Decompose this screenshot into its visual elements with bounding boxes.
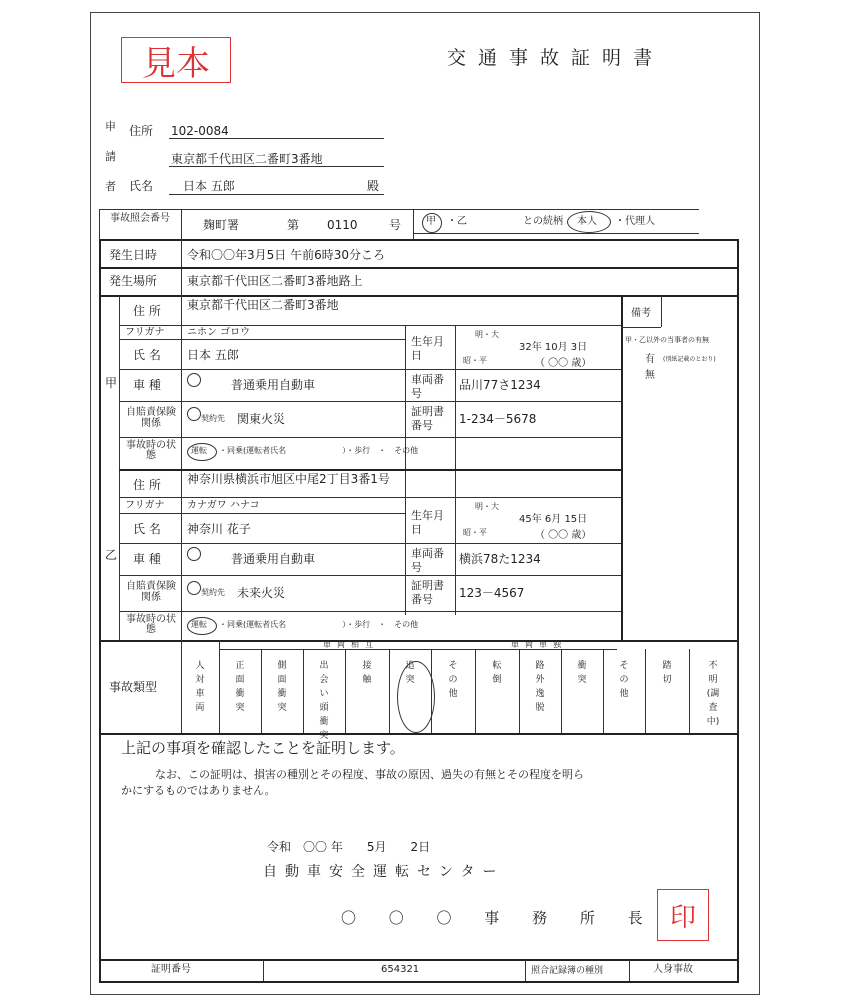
accident-type-col-6: その他 [448,661,458,699]
accident-type-col-5: 追突 [405,661,415,685]
b-furigana-label: フリガナ [125,500,165,511]
a-birth-label: 生年月日 [411,335,444,362]
certification-office: 〇 〇 〇 事 務 所 長 [341,909,657,927]
relation-option-agent: ・代理人 [615,216,655,227]
b-address-label: 住 所 [133,478,161,492]
b-contractor-label: 契約先 [201,588,225,597]
b-era-2: 昭・平 [463,528,487,537]
remarks-sub: (別紙記載のとおり) [663,356,716,363]
b-era-1: 明・大 [475,502,499,511]
a-contractor-label: 契約先 [201,414,225,423]
accident-type-col-4: 接触 [362,661,372,685]
b-name: 神奈川 花子 [187,522,251,536]
accident-type-col-7: 転倒 [492,661,502,685]
a-name-label: 氏 名 [133,348,161,362]
certificate-document [90,12,760,995]
a-insurer: 関東火災 [237,412,286,426]
b-cert-no: 123－4567 [459,586,525,600]
a-furigana: ニホン ゴロウ [187,327,251,338]
a-age: （ 〇〇 歳） [535,358,592,369]
accident-type-col-2: 側面衝突 [277,661,287,713]
reference-go: 号 [389,218,402,232]
b-address: 神奈川県横浜市旭区中尾2丁目3番1号 [187,472,390,486]
a-address-label: 住 所 [133,304,161,318]
applicant-postal: 102-0084 [171,124,229,138]
a-plate-label: 車両番号 [411,373,444,400]
group-vehicle-single: 車両単独 [511,640,567,649]
applicant-honorific: 殿 [367,179,380,193]
a-furigana-label: フリガナ [125,327,165,338]
accident-type-col-10: その他 [619,661,629,699]
sample-stamp: 見本 [121,37,231,83]
a-birth: 32年 10月 3日 [519,342,588,353]
b-vehicle-type: 普通乗用自動車 [231,552,316,566]
b-name-label: 氏 名 [133,522,161,536]
a-address: 東京都千代田区二番町3番地 [187,298,339,312]
remarks-option-yes: 有 [645,354,655,365]
relation-label: との続柄 [523,216,563,227]
applicant-label-1: 申 [105,120,116,133]
party-option-b: ・乙 [447,216,467,227]
b-plate-label: 車両番号 [411,547,444,574]
applicant-label-3: 者 [105,180,116,193]
occurrence-date: 令和〇〇年3月5日 午前6時30分ころ [187,248,385,262]
accident-type-col-1: 正面衝突 [235,661,245,713]
a-status-label: 事故時の状態 [126,440,176,461]
document-title: 交通事故証明書 [447,47,665,69]
accident-type-col-3: 出会い頭衝突 [319,661,329,741]
b-status-options: ・同乗(運転者氏名 ）・歩行 ・ その他 [219,620,419,629]
accident-type-col-0: 人対車両 [195,661,205,713]
applicant-label-2: 請 [105,150,116,163]
accident-type-col-12: 不明(調査中) [706,661,720,727]
accident-type-col-8: 路外逸脱 [535,661,545,713]
party-a-label: 甲 [105,376,118,390]
a-name: 日本 五郎 [187,348,239,362]
accident-type-col-9: 衝突 [577,661,587,685]
occurrence-place: 東京都千代田区二番町3番地路上 [187,274,363,288]
reference-station: 麹町署 [203,218,240,232]
applicant-name: 日本 五郎 [183,179,235,193]
certification-org: 自動車安全運転センター [263,864,505,880]
party-option-a: 甲 [426,216,436,227]
b-birth-label: 生年月日 [411,509,444,536]
b-vehicle-label: 車 種 [133,552,161,566]
a-vehicle-type: 普通乗用自動車 [231,378,316,392]
footer-record-type: 人身事故 [653,964,693,975]
certification-date: 令和 〇〇 年 5月 2日 [267,840,431,854]
applicant-name-label: 氏名 [129,179,154,193]
certification-main: 上記の事項を確認したことを証明します。 [121,739,405,757]
a-driving: 運転 [191,446,207,455]
footer-record-label: 照合記録簿の種別 [531,966,604,976]
a-cert-label: 証明書番号 [411,405,444,432]
footer-cert-number: 654321 [381,964,420,975]
certification-note-1: なお、この証明は、損害の種別とその程度、事故の原因、過失の有無とその程度を明ら [155,768,584,781]
a-plate: 品川77さ1234 [459,378,541,392]
accident-type-label: 事故類型 [109,680,158,694]
b-age: （ 〇〇 歳） [535,530,592,541]
selected-accident-type-circle [397,661,435,733]
accident-type-col-11: 踏切 [662,661,672,685]
a-era-2: 昭・平 [463,356,487,365]
reference-label: 事故照会番号 [110,213,170,224]
applicant-address-label: 住所 [129,124,154,138]
place-label: 発生場所 [109,274,158,288]
party-b-label: 乙 [105,548,118,562]
applicant-address: 東京都千代田区二番町3番地 [171,152,323,166]
b-insurer: 未来火災 [237,586,286,600]
official-seal: 印 [657,889,709,941]
b-birth: 45年 6月 15日 [519,514,588,525]
remarks-label: 備考 [631,308,651,319]
certification-note-2: かにするものではありません。 [121,784,276,797]
b-driving: 運転 [191,620,207,629]
date-label: 発生日時 [109,248,158,262]
b-cert-label: 証明書番号 [411,579,444,606]
b-status-label: 事故時の状態 [126,614,176,635]
group-vehicle-vehicle: 車両相互 [323,640,379,649]
relation-option-self: 本人 [577,216,597,227]
remarks-option-no: 無 [645,370,655,381]
b-insurance-label: 自賠責保険関係 [126,581,176,603]
a-era-1: 明・大 [475,330,499,339]
b-furigana: カナガワ ハナコ [187,500,260,511]
b-plate: 横浜78た1234 [459,552,541,566]
reference-number: 0110 [327,218,358,232]
remarks-note: 甲・乙以外の当事者の有無 [625,336,709,344]
a-vehicle-label: 車 種 [133,378,161,392]
a-cert-no: 1-234－5678 [459,412,537,426]
a-status-options: ・同乗(運転者氏名 ）・歩行 ・ その他 [219,446,419,455]
reference-dai: 第 [287,218,300,232]
a-insurance-label: 自賠責保険関係 [126,407,176,429]
footer-cert-label: 証明番号 [151,964,191,975]
